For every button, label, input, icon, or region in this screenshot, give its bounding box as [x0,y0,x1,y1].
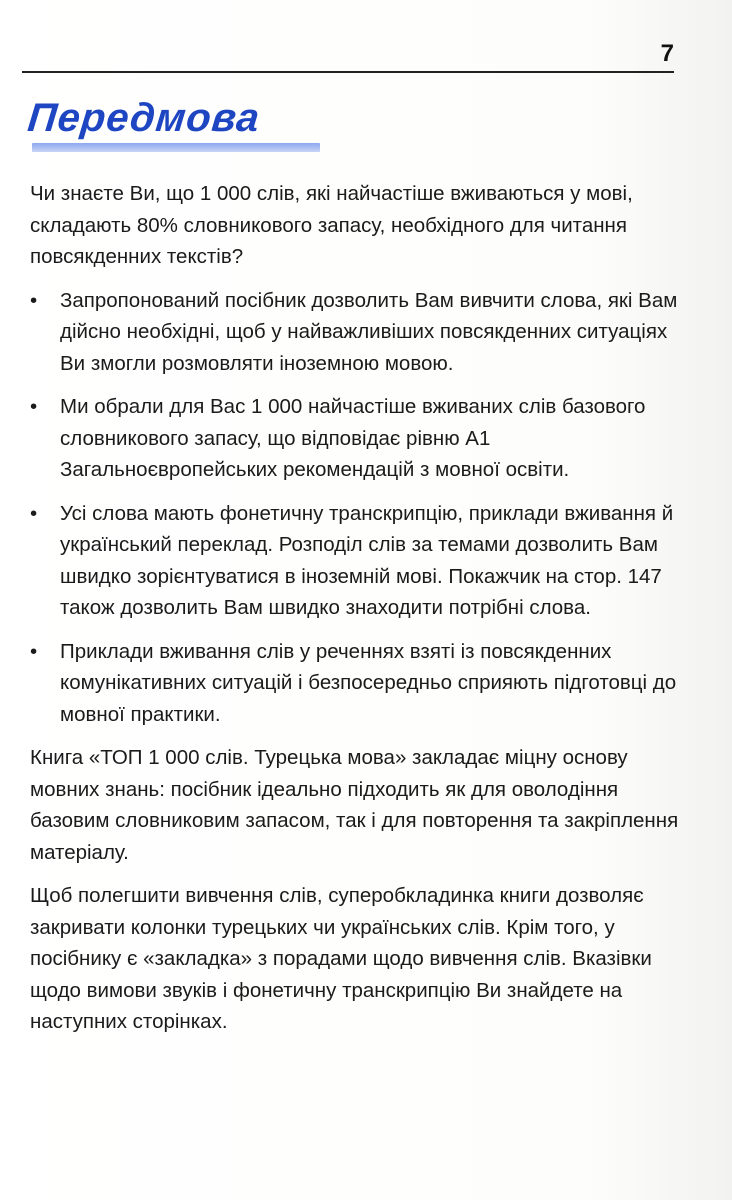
bullet-text: Приклади вживання слів у реченнях взяті із повсякденних комунікативних ситуацій і безпосередньо сприяють підготовці до мовної практики. [60,639,677,726]
bullet-dot: • [30,639,38,663]
body-paragraph: Книга «ТОП 1 000 слів. Турецька мова» закладає міцну основу мовних знань: посібник ідеально підходить як для оволодіння базовим словниковим запасом, так і для повторення та закріплення матеріалу. [30,746,679,864]
bullet-list [30,285,680,731]
bullet-item [30,636,680,731]
intro-paragraph: Чи знаєте Ви, що 1 000 слів, які найчастіше вживаються у мові, складають 80% словникового запасу, необхідного для читання повсякденних текстів? [30,182,633,268]
bullet-dot: • [30,395,38,418]
bullet-dot: • [30,501,38,525]
page-content [30,178,680,1050]
bullet-item [30,391,680,486]
body-paragraph: Щоб полегшити вивчення слів, суперобкладинка книги дозволяє закривати колонки турецьких чи українських слів. Крім того, у посібнику є «закладка» з порадами щодо вивчення слів. Вказівки щодо вимови звуків і фонетичну транскрипцію Ви знайдете на наступних сторінках. [30,884,652,1033]
bullet-text: Ми обрали для Вас 1 000 найчастіше вживаних слів базового словникового запасу, що відповідає рівню А1 Загальноєвропейських рекомендацій з мовної освіти. [60,395,646,481]
bullet-text: Усі слова мають фонетичну транскрипцію, приклади вживання й український переклад. Розподіл слів за темами дозволить Вам швидко зорієнтуватися в іноземній мові. Покажчик на стор. 147 також дозволить Вам швидко знаходити потрібні слова. [60,501,674,619]
title-block [25,96,320,152]
bullet-text: Запропонований посібник дозволить Вам вивчити слова, які Вам дійсно необхідні, щоб у найважливіших повсякденних ситуаціях Ви змогли розмовляти іноземною мовою. [60,288,678,375]
header-rule [22,71,674,73]
bullet-dot: • [30,288,38,312]
bullet-item [30,498,680,624]
page-title: Передмова [25,96,263,140]
bullet-item [30,285,680,380]
page-number: 7 [660,40,674,67]
title-underline [32,143,320,152]
